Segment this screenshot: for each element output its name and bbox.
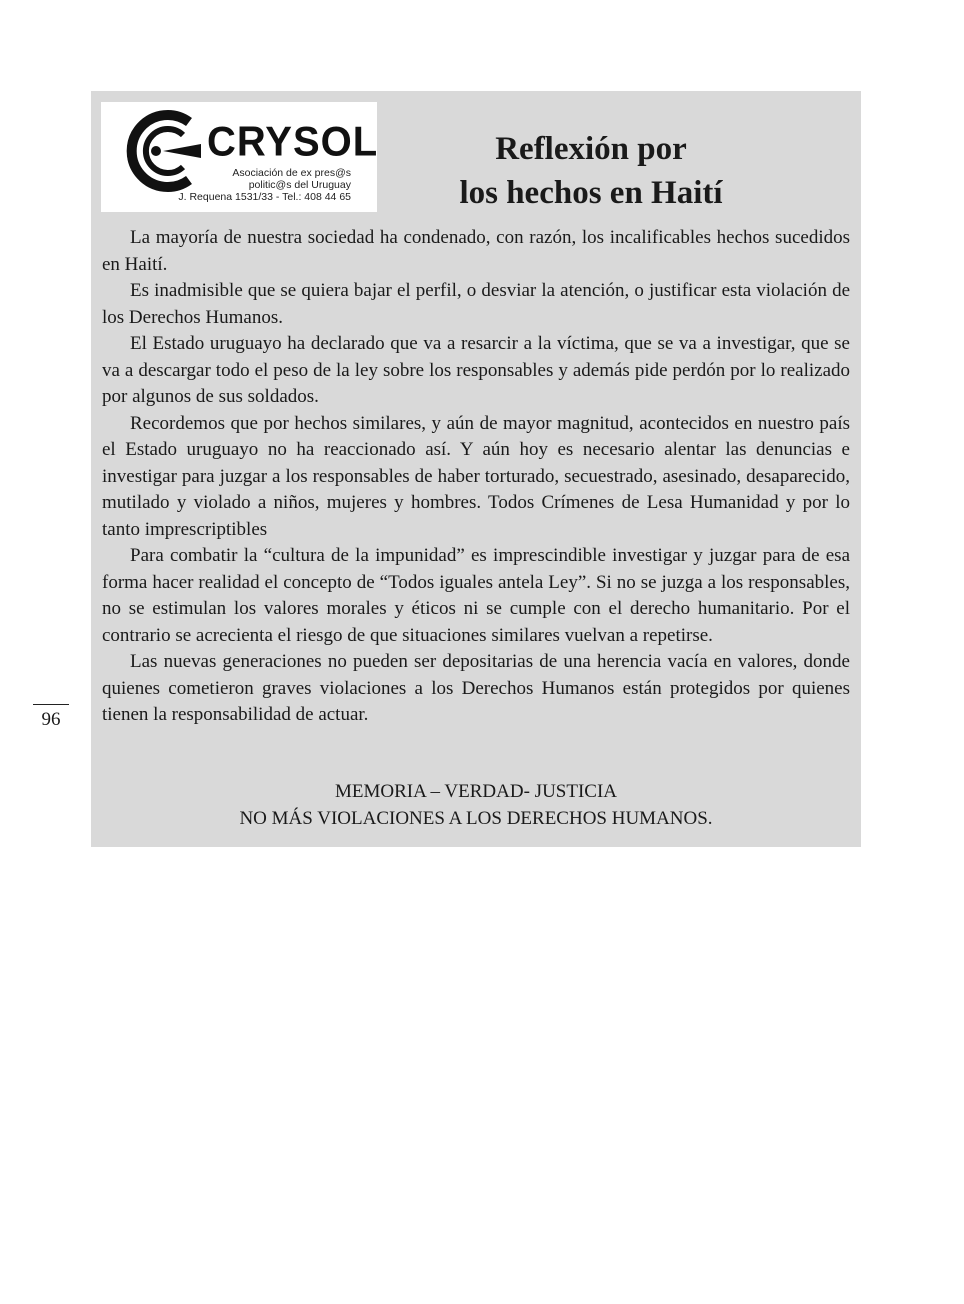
paragraph: El Estado uruguayo ha declarado que va a resarcir a la víctima, que se va a investigar, que se va a descargar todo el peso de la ley sobre los responsables y además pide perdón por lo realizado por algunos de sus soldados. (102, 333, 850, 407)
slogan (91, 778, 861, 832)
paragraph: Es inadmisible que se quiera bajar el perfil, o desviar la atención, o justificar esta violación de los Derechos Humanos. (102, 280, 850, 328)
article-title (411, 127, 771, 215)
page-number: 96 (33, 704, 69, 731)
logo-subtitle-line1: Asociación de ex pres@s (232, 167, 351, 179)
slogan-line-2: NO MÁS VIOLACIONES A LOS DERECHOS HUMANOS. (239, 808, 713, 829)
logo-address: J. Requena 1531/33 - Tel.: 408 44 65 (178, 191, 351, 203)
title-line-2: los hechos en Haití (459, 175, 723, 211)
article-body (102, 225, 850, 729)
logo-name: CRYSOL (207, 118, 379, 166)
paragraph: Las nuevas generaciones no pueden ser depositarias de una herencia vacía en valores, donde quienes cometieron graves violaciones a los Derechos Humanos están protegidos por quienes tienen la responsabilidad de actuar. (102, 651, 850, 725)
logo-subtitle-line2: politic@s del Uruguay (248, 179, 351, 191)
crysol-logo (101, 102, 377, 212)
article-box (91, 91, 861, 847)
paragraph: Recordemos que por hechos similares, y aún de mayor magnitud, acontecidos en nuestro país el Estado uruguayo no ha reaccionado así. Y aún hoy es necesario alentar las denuncias e investigar para juzgar a los responsables de haber torturado, secuestrado, asesinado, desaparecido, mutilado y violado a niños, mujeres y hombres. Todos Crímenes de Lesa Humanidad y por lo tanto imprescriptibles (102, 412, 850, 540)
paragraph: La mayoría de nuestra sociedad ha condenado, con razón, los incalificables hechos sucedidos en Haití. (102, 227, 850, 275)
slogan-line-1: MEMORIA – VERDAD- JUSTICIA (334, 781, 618, 802)
crysol-emblem-icon (123, 108, 203, 194)
paragraph: Para combatir la “cultura de la impunidad” es imprescindible investigar y juzgar para de esa forma hacer realidad el concepto de “Todos iguales antela Ley”. Si no se juzga a los responsables, no se estimulan los valores morales y éticos ni se cumple con el derecho humanitario. Por el contrario se acrecienta el riesgo de que situaciones similares vuelvan a repetirse. (102, 545, 850, 646)
title-line-1: Reflexión por (495, 131, 687, 167)
